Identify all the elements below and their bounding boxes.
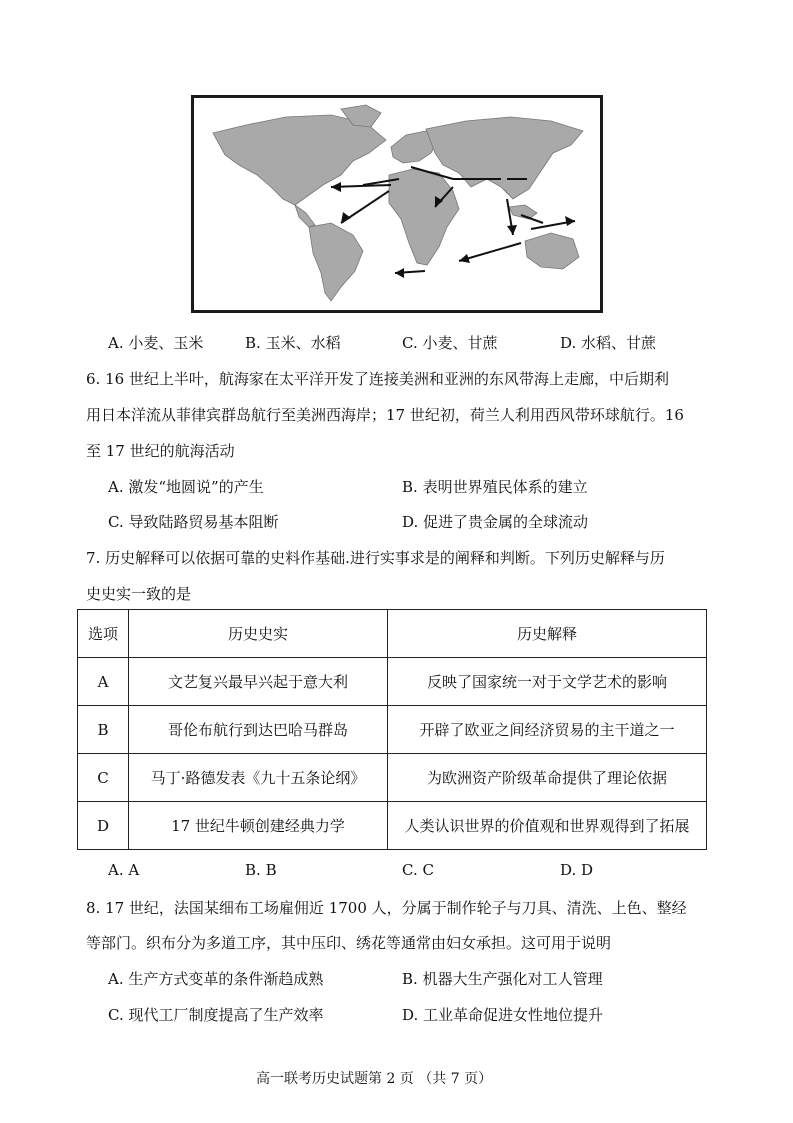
table-row <box>78 754 707 802</box>
option-text: 表明世界殖民体系的建立 <box>422 478 588 496</box>
table-cell: A <box>78 658 129 706</box>
q7-option-c[interactable] <box>402 861 434 879</box>
option-text: 工业革命促进女性地位提升 <box>423 1006 604 1024</box>
q8-stem-line-1: 8. 17 世纪，法国某细布工场雇佣近 1700 人，分属于制作轮子与刀具、清洗、上色、整经 <box>86 899 687 917</box>
table-header-cell: 历史史实 <box>129 610 388 658</box>
option-letter: B. <box>402 478 418 496</box>
table-cell: 文艺复兴最早兴起于意大利 <box>129 658 388 706</box>
q7-option-a[interactable] <box>108 861 139 879</box>
option-text: D <box>581 861 594 879</box>
q6-stem-line-3: 至 17 世纪的航海活动 <box>86 442 235 460</box>
table-cell: 反映了国家统一对于文学艺术的影响 <box>388 658 707 706</box>
q7-stem-line-1: 7. 历史解释可以依据可靠的史料作基础.进行实事求是的阐释和判断。下列历史解释与历 <box>86 549 665 567</box>
q8-option-a[interactable] <box>108 968 323 989</box>
option-text: B <box>265 861 277 879</box>
table-cell: B <box>78 706 129 754</box>
q7-stem-line-2: 史史实一致的是 <box>86 585 192 603</box>
table-header-cell: 历史解释 <box>388 610 707 658</box>
q7-option-d[interactable] <box>560 861 593 879</box>
table-cell: 17 世纪牛顿创建经典力学 <box>129 802 388 850</box>
option-text: 促进了贵金属的全球流动 <box>423 513 589 531</box>
option-text: 玉米、水稻 <box>265 334 341 352</box>
option-text: 现代工厂制度提高了生产效率 <box>128 1006 324 1024</box>
option-text: C <box>422 861 434 879</box>
table-header-row <box>78 610 707 658</box>
q5-option-a[interactable] <box>108 332 203 353</box>
option-text: 小麦、甘蔗 <box>422 334 498 352</box>
option-letter: C. <box>402 334 418 352</box>
history-table <box>77 609 707 850</box>
option-letter: C. <box>108 513 124 531</box>
option-letter: D. <box>402 513 419 531</box>
q5-option-d[interactable] <box>560 332 656 353</box>
q6-stem-line-2: 用日本洋流从菲律宾群岛航行至美洲西海岸；17 世纪初，荷兰人利用西风带环球航行。16 <box>86 406 684 424</box>
table-cell: 开辟了欧亚之间经济贸易的主干道之一 <box>388 706 707 754</box>
option-text: 激发“地圆说”的产生 <box>128 478 264 496</box>
table-row <box>78 802 707 850</box>
page-footer: 高一联考历史试题第 2 页 （共 7 页） <box>256 1071 493 1087</box>
q5-option-b[interactable] <box>245 332 341 353</box>
q8-option-b[interactable] <box>402 968 603 989</box>
option-text: 水稻、甘蔗 <box>581 334 657 352</box>
option-text: 机器大生产强化对工人管理 <box>422 970 603 988</box>
q8-option-c[interactable] <box>108 1004 324 1025</box>
q8-stem-line-2: 等部门。织布分为多道工序，其中压印、绣花等通常由妇女承担。这可用于说明 <box>86 934 612 952</box>
q6-stem-line-1: 6. 16 世纪上半叶，航海家在太平洋开发了连接美洲和亚洲的东风带海上走廊，中后期利 <box>86 370 669 388</box>
table-row <box>78 706 707 754</box>
option-letter: B. <box>402 970 418 988</box>
option-letter: D. <box>560 861 577 879</box>
option-letter: D. <box>560 334 577 352</box>
q7-option-b[interactable] <box>245 861 277 879</box>
q6-option-b[interactable] <box>402 476 588 497</box>
option-letter: A. <box>108 970 124 988</box>
option-letter: B. <box>245 861 261 879</box>
table-row <box>78 658 707 706</box>
table-cell: 为欧洲资产阶级革命提供了理论依据 <box>388 754 707 802</box>
table-cell: 哥伦布航行到达巴哈马群岛 <box>129 706 388 754</box>
q6-option-c[interactable] <box>108 511 279 532</box>
q6-option-a[interactable] <box>108 476 264 497</box>
option-letter: D. <box>402 1006 419 1024</box>
option-letter: A. <box>108 334 124 352</box>
q5-option-c[interactable] <box>402 332 498 353</box>
q8-option-d[interactable] <box>402 1004 603 1025</box>
option-text: 导致陆路贸易基本阻断 <box>128 513 279 531</box>
option-letter: A. <box>108 478 124 496</box>
table-cell: 人类认识世界的价值观和世界观得到了拓展 <box>388 802 707 850</box>
option-letter: C. <box>108 1006 124 1024</box>
table-cell: D <box>78 802 129 850</box>
option-text: 生产方式变革的条件渐趋成熟 <box>128 970 324 988</box>
table-cell: 马丁·路德发表《九十五条论纲》 <box>129 754 388 802</box>
option-text: A <box>128 861 140 879</box>
table-cell: C <box>78 754 129 802</box>
option-text: 小麦、玉米 <box>128 334 204 352</box>
world-map-figure <box>191 95 603 313</box>
option-letter: B. <box>245 334 261 352</box>
table-header-cell: 选项 <box>78 610 129 658</box>
option-letter: A. <box>108 861 124 879</box>
option-letter: C. <box>402 861 418 879</box>
q6-option-d[interactable] <box>402 511 588 532</box>
